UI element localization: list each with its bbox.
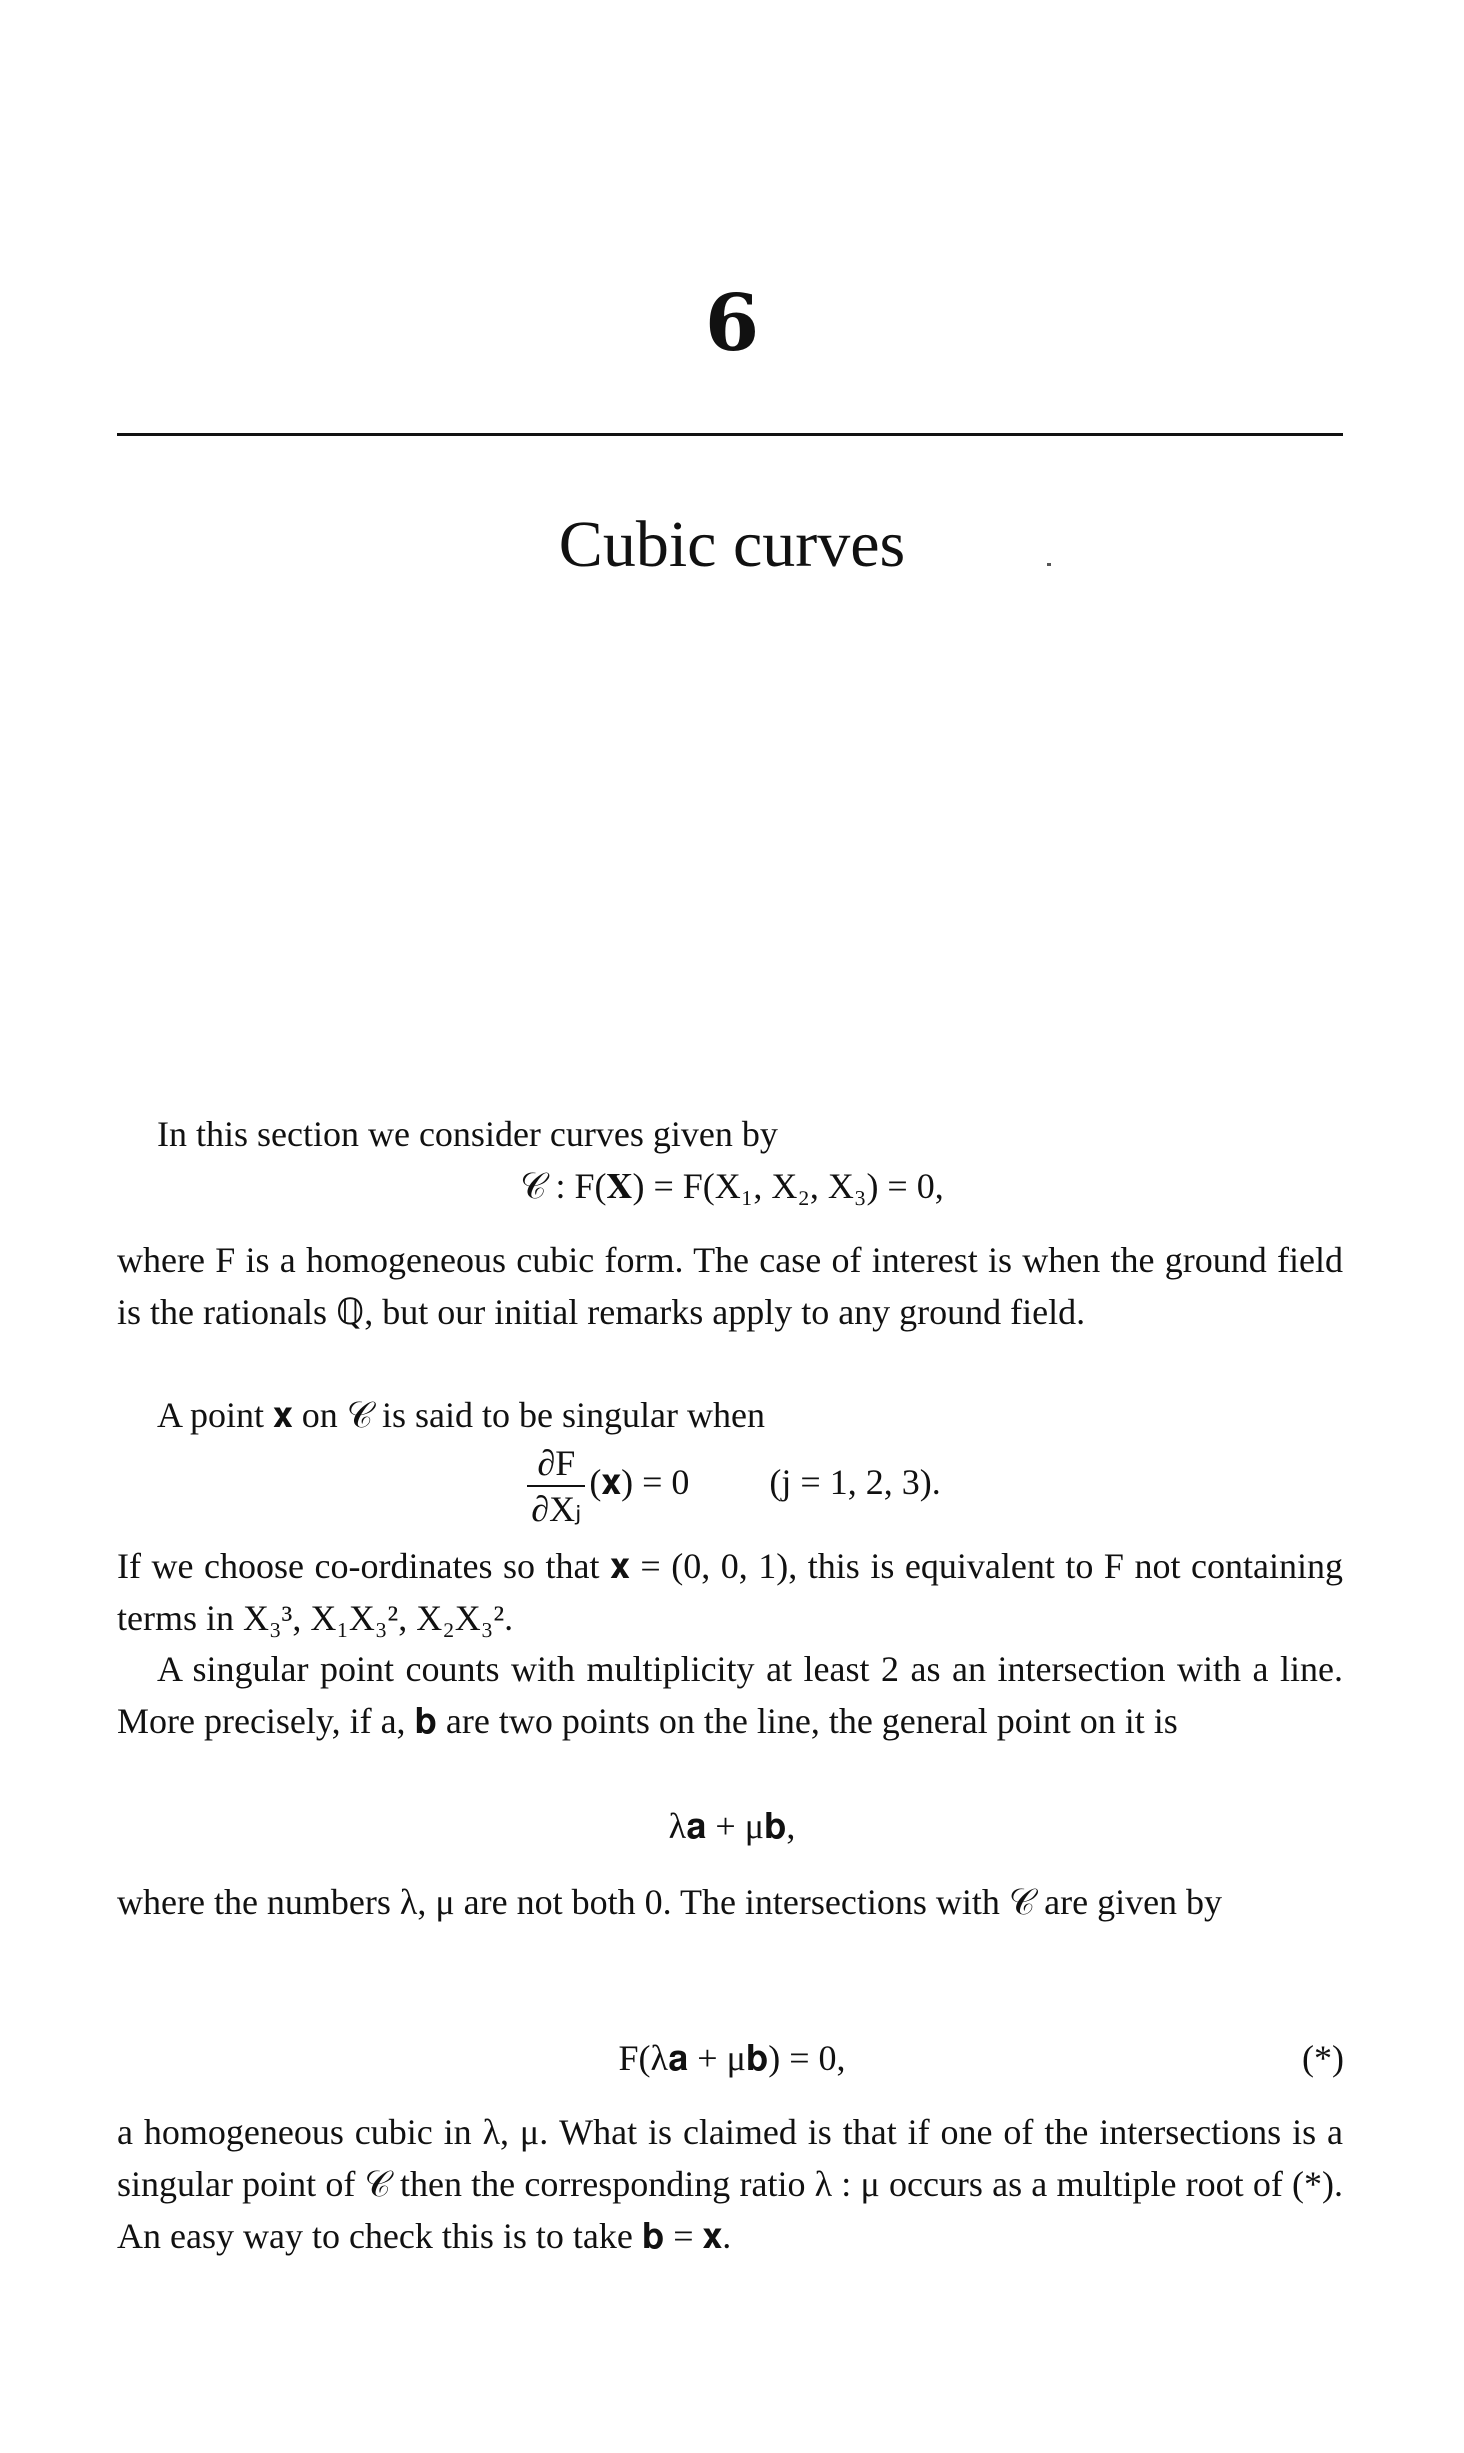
equation-general-point: λ𝐚 + μ𝐛, [668,1806,796,1846]
equation-star: F(λ𝐚 + μ𝐛) = 0, [618,2038,846,2078]
equation-partial-condition: (j = 1, 2, 3). [769,1462,941,1502]
chapter-number: 6 [704,278,760,369]
equation-curve: 𝒞 : F(𝐗) = F(X₁, X₂, X₃) = 0, [520,1166,944,1206]
chapter-title: Cubic curves [558,508,906,581]
paragraph-multiplicity: A singular point counts with multiplicity at least 2 as an intersection with a line. More precisely, if a, 𝐛 are two points on the line, the general point on it is [117,1649,1343,1741]
paragraph-intersections: where the numbers λ, μ are not both 0. The intersections with 𝒞 are given by [117,1882,1223,1922]
fraction-denominator: ∂Xⱼ [531,1488,582,1529]
paragraph-singular: A point 𝐱 on 𝒞 is said to be singular when [157,1395,765,1435]
partial-fraction [527,1441,585,1531]
chapter-rule [117,433,1343,436]
paragraph-cubic-form: where F is a homogeneous cubic form. The case of interest is when the ground field is the rationals ℚ, but our initial remarks apply to any ground field. [117,1240,1343,1332]
paragraph-claim: a homogeneous cubic in λ, μ. What is claimed is that if one of the intersections is a singular point of 𝒞 then the corresponding ratio λ : μ occurs as a multiple root of (*). An easy way to check this is to take 𝐛 = 𝐱. [117,2112,1343,2256]
fraction-numerator: ∂F [527,1441,585,1487]
paragraph-coordinates: If we choose co-ordinates so that 𝐱 = (0, 0, 1), this is equivalent to F not containing terms in X₃³, X₁X₃², X₂X₃². [117,1546,1343,1638]
paragraph-intro: In this section we consider curves given by [157,1114,778,1154]
equation-star-label: (*) [1302,2038,1344,2078]
equation-partial-rest: (𝐱) = 0 [589,1462,690,1502]
equation-partial [0,1438,1464,1531]
stray-mark [1047,563,1051,566]
